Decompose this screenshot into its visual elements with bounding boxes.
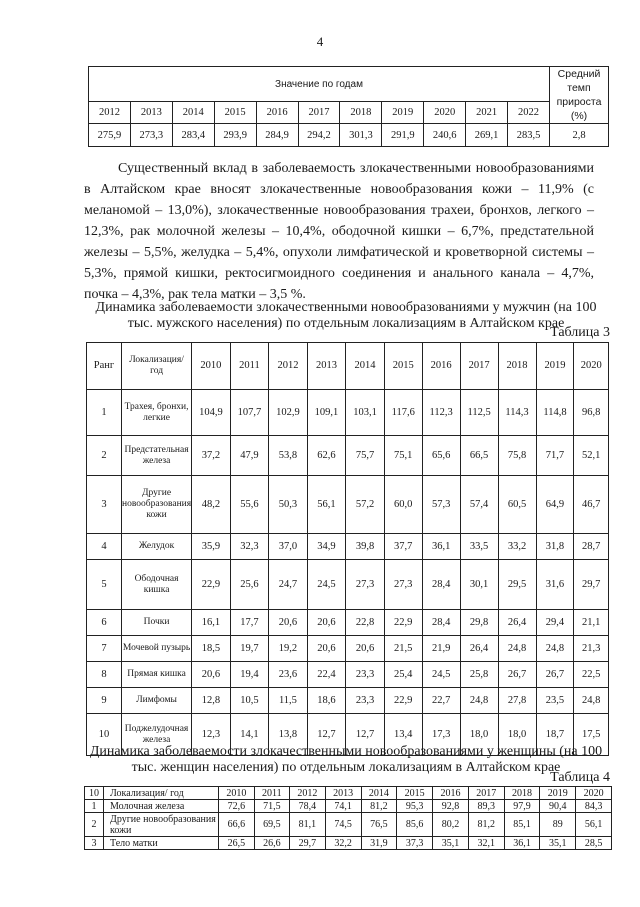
value-cell: 35,1 — [433, 837, 469, 850]
year-cell: 2015 — [214, 102, 256, 124]
value-cell: 23,3 — [346, 688, 385, 714]
value-cell: 24,8 — [536, 636, 574, 662]
year-cell: 2016 — [256, 102, 298, 124]
value-cell: 114,3 — [498, 390, 536, 436]
year-header: 2012 — [269, 343, 308, 390]
rank-cell: 3 — [85, 837, 104, 850]
value-cell: 32,3 — [230, 534, 269, 560]
value-cell: 26,5 — [219, 837, 255, 850]
value-cell: 17,3 — [422, 714, 460, 756]
value-cell: 20,6 — [269, 610, 308, 636]
value-cell: 74,5 — [325, 813, 361, 837]
value-cell: 11,5 — [269, 688, 308, 714]
value-cell: 27,8 — [498, 688, 536, 714]
value-cell: 24,8 — [460, 688, 498, 714]
value-cell: 90,4 — [540, 800, 576, 813]
value-cell: 36,1 — [422, 534, 460, 560]
year-cell: 2013 — [130, 102, 172, 124]
value-cell: 24,8 — [574, 688, 609, 714]
table-header-row — [87, 343, 609, 390]
value-cell: 34,9 — [307, 534, 346, 560]
value-cell: 269,1 — [466, 124, 508, 147]
value-cell: 301,3 — [340, 124, 382, 147]
value-cell: 12,8 — [192, 688, 231, 714]
value-cell: 75,1 — [384, 436, 422, 476]
value-cell: 20,6 — [192, 662, 231, 688]
value-cell: 26,4 — [498, 610, 536, 636]
rank-header: Ранг — [87, 343, 122, 390]
rank-cell: 6 — [87, 610, 122, 636]
value-cell: 29,8 — [460, 610, 498, 636]
value-cell: 81,2 — [361, 800, 397, 813]
value-cell: 84,3 — [576, 800, 612, 813]
year-header: 2011 — [230, 343, 269, 390]
year-header: 2016 — [433, 787, 469, 800]
year-header: 2013 — [307, 343, 346, 390]
value-cell: 23,3 — [346, 662, 385, 688]
value-cell: 52,1 — [574, 436, 609, 476]
year-cell: 2017 — [298, 102, 340, 124]
value-cell: 57,3 — [422, 476, 460, 534]
value-cell: 104,9 — [192, 390, 231, 436]
value-cell: 10,5 — [230, 688, 269, 714]
value-cell: 33,2 — [498, 534, 536, 560]
value-cell: 46,7 — [574, 476, 609, 534]
value-cell: 57,2 — [346, 476, 385, 534]
value-cell: 29,4 — [536, 610, 574, 636]
value-cell: 19,7 — [230, 636, 269, 662]
value-cell: 22,9 — [384, 610, 422, 636]
header-group: Значение по годам — [89, 67, 550, 102]
value-cell: 21,9 — [422, 636, 460, 662]
loc-header: Локализация/ год — [122, 343, 192, 390]
year-header: 2014 — [346, 343, 385, 390]
value-cell: 75,7 — [346, 436, 385, 476]
localization-cell: Поджелудочная железа — [122, 714, 192, 756]
year-header: 2014 — [361, 787, 397, 800]
year-header: 2011 — [254, 787, 289, 800]
value-cell: 71,7 — [536, 436, 574, 476]
value-cell: 80,2 — [433, 813, 469, 837]
value-cell: 18,7 — [536, 714, 574, 756]
value-cell: 103,1 — [346, 390, 385, 436]
value-cell: 18,0 — [498, 714, 536, 756]
rank-cell: 7 — [87, 636, 122, 662]
rank-cell: 8 — [87, 662, 122, 688]
table-row — [87, 390, 609, 436]
value-cell: 291,9 — [382, 124, 424, 147]
value-cell: 14,1 — [230, 714, 269, 756]
table-row — [87, 436, 609, 476]
value-cell: 13,4 — [384, 714, 422, 756]
year-cell: 2018 — [340, 102, 382, 124]
value-cell: 17,5 — [574, 714, 609, 756]
year-header: 2017 — [460, 343, 498, 390]
localization-cell: Молочная железа — [104, 800, 219, 813]
value-cell: 17,7 — [230, 610, 269, 636]
years-row — [89, 102, 609, 124]
year-cell: 2020 — [424, 102, 466, 124]
year-cell: 2014 — [172, 102, 214, 124]
rank-cell: 2 — [85, 813, 104, 837]
value-cell: 31,9 — [361, 837, 397, 850]
growth-table — [88, 66, 609, 147]
rank-cell: 2 — [87, 436, 122, 476]
value-cell: 22,9 — [384, 688, 422, 714]
table4-label: Таблица 4 — [550, 770, 610, 785]
value-cell: 12,3 — [192, 714, 231, 756]
localization-cell: Прямая кишка — [122, 662, 192, 688]
table3-label: Таблица 3 — [550, 325, 610, 340]
value-cell: 22,5 — [574, 662, 609, 688]
year-cell: 2012 — [89, 102, 131, 124]
value-cell: 18,0 — [460, 714, 498, 756]
value-cell: 25,4 — [384, 662, 422, 688]
value-cell: 32,2 — [325, 837, 361, 850]
table-row — [85, 837, 612, 850]
value-cell: 22,4 — [307, 662, 346, 688]
value-cell: 283,4 — [172, 124, 214, 147]
value-cell: 284,9 — [256, 124, 298, 147]
value-cell: 66,5 — [460, 436, 498, 476]
value-cell: 37,0 — [269, 534, 308, 560]
value-cell: 48,2 — [192, 476, 231, 534]
value-cell: 81,1 — [289, 813, 325, 837]
value-cell: 37,2 — [192, 436, 231, 476]
year-header: 2012 — [289, 787, 325, 800]
value-cell: 28,4 — [422, 610, 460, 636]
value-cell: 23,6 — [269, 662, 308, 688]
value-cell: 26,4 — [460, 636, 498, 662]
value-cell: 240,6 — [424, 124, 466, 147]
year-header: 2013 — [325, 787, 361, 800]
table-row — [85, 800, 612, 813]
localization-cell: Желудок — [122, 534, 192, 560]
value-cell: 294,2 — [298, 124, 340, 147]
value-cell: 60,0 — [384, 476, 422, 534]
rank-cell: 1 — [87, 390, 122, 436]
localization-cell: Мочевой пузырь — [122, 636, 192, 662]
value-cell: 20,6 — [307, 610, 346, 636]
localization-cell: Лимфомы — [122, 688, 192, 714]
year-header: 2018 — [504, 787, 540, 800]
value-cell: 37,7 — [384, 534, 422, 560]
rank-header: 10 — [85, 787, 104, 800]
value-cell: 273,3 — [130, 124, 172, 147]
men-incidence-table — [86, 342, 609, 756]
value-cell: 30,1 — [460, 560, 498, 610]
value-cell: 28,5 — [576, 837, 612, 850]
value-cell: 95,3 — [397, 800, 433, 813]
values-row — [89, 124, 609, 147]
year-cell: 2019 — [382, 102, 424, 124]
value-cell: 22,7 — [422, 688, 460, 714]
value-cell: 18,5 — [192, 636, 231, 662]
value-cell: 283,5 — [508, 124, 550, 147]
value-cell: 62,6 — [307, 436, 346, 476]
value-cell: 53,8 — [269, 436, 308, 476]
value-cell: 21,3 — [574, 636, 609, 662]
year-header: 2016 — [422, 343, 460, 390]
localization-cell: Трахея, бронхи, легкие — [122, 390, 192, 436]
value-cell: 89 — [540, 813, 576, 837]
value-cell: 72,6 — [219, 800, 255, 813]
value-cell: 112,3 — [422, 390, 460, 436]
value-cell: 56,1 — [307, 476, 346, 534]
table4-caption: Динамика заболеваемости злокачественными новообразованиями у женщины (на 100 тыс. женщин населения) по отдельным локализациям в Алтайском крае — [89, 744, 603, 775]
value-cell: 12,7 — [307, 714, 346, 756]
value-cell: 27,3 — [346, 560, 385, 610]
value-cell: 12,7 — [346, 714, 385, 756]
value-cell: 293,9 — [214, 124, 256, 147]
value-cell: 36,1 — [504, 837, 540, 850]
year-header: 2019 — [540, 787, 576, 800]
table-row — [87, 476, 609, 534]
localization-cell: Тело матки — [104, 837, 219, 850]
value-cell: 20,6 — [346, 636, 385, 662]
value-cell: 24,8 — [498, 636, 536, 662]
value-cell: 25,6 — [230, 560, 269, 610]
value-cell: 29,7 — [574, 560, 609, 610]
table-row — [87, 534, 609, 560]
localization-cell: Почки — [122, 610, 192, 636]
value-cell: 31,8 — [536, 534, 574, 560]
value-cell: 39,8 — [346, 534, 385, 560]
value-cell: 35,1 — [540, 837, 576, 850]
value-cell: 37,3 — [397, 837, 433, 850]
value-cell: 57,4 — [460, 476, 498, 534]
value-cell: 35,9 — [192, 534, 231, 560]
value-cell: 26,6 — [254, 837, 289, 850]
rank-cell: 9 — [87, 688, 122, 714]
value-cell: 85,6 — [397, 813, 433, 837]
value-cell: 13,8 — [269, 714, 308, 756]
value-cell: 21,1 — [574, 610, 609, 636]
value-cell: 109,1 — [307, 390, 346, 436]
loc-header: Локализация/ год — [104, 787, 219, 800]
value-cell: 19,4 — [230, 662, 269, 688]
value-cell: 16,1 — [192, 610, 231, 636]
value-cell: 60,5 — [498, 476, 536, 534]
value-cell: 114,8 — [536, 390, 574, 436]
year-cell: 2022 — [508, 102, 550, 124]
table3-caption: Динамика заболеваемости злокачественными новообразованиями у мужчин (на 100 тыс. мужского населения) по отдельным локализациям в Алтайском крае — [95, 300, 597, 331]
year-header: 2020 — [574, 343, 609, 390]
value-cell: 24,5 — [422, 662, 460, 688]
rank-cell: 4 — [87, 534, 122, 560]
table-row — [87, 662, 609, 688]
value-cell: 18,6 — [307, 688, 346, 714]
value-cell: 89,3 — [468, 800, 504, 813]
value-cell: 23,5 — [536, 688, 574, 714]
value-cell: 96,8 — [574, 390, 609, 436]
page-number: 4 — [316, 34, 324, 49]
year-header: 2020 — [576, 787, 612, 800]
women-incidence-table — [84, 786, 612, 850]
year-header: 2015 — [384, 343, 422, 390]
value-cell: 29,7 — [289, 837, 325, 850]
value-cell: 24,7 — [269, 560, 308, 610]
value-cell: 65,6 — [422, 436, 460, 476]
value-cell: 32,1 — [468, 837, 504, 850]
value-cell: 69,5 — [254, 813, 289, 837]
value-cell: 64,9 — [536, 476, 574, 534]
localization-cell: Другие новообразования кожи — [104, 813, 219, 837]
value-cell: 22,9 — [192, 560, 231, 610]
year-header: 2015 — [397, 787, 433, 800]
value-cell: 31,6 — [536, 560, 574, 610]
year-header: 2010 — [219, 787, 255, 800]
rank-cell: 1 — [85, 800, 104, 813]
value-cell: 78,4 — [289, 800, 325, 813]
value-cell: 97,9 — [504, 800, 540, 813]
year-cell: 2021 — [466, 102, 508, 124]
value-cell: 81,2 — [468, 813, 504, 837]
avg-growth-header: Средний темп прироста (%) — [550, 67, 609, 124]
localization-cell: Ободочная кишка — [122, 560, 192, 610]
rank-cell: 10 — [87, 714, 122, 756]
rank-cell: 3 — [87, 476, 122, 534]
value-cell: 22,8 — [346, 610, 385, 636]
avg-growth-value: 2,8 — [550, 124, 609, 147]
localization-cell: Предстательная железа — [122, 436, 192, 476]
value-cell: 33,5 — [460, 534, 498, 560]
value-cell: 76,5 — [361, 813, 397, 837]
value-cell: 29,5 — [498, 560, 536, 610]
year-header: 2010 — [192, 343, 231, 390]
value-cell: 102,9 — [269, 390, 308, 436]
year-header: 2018 — [498, 343, 536, 390]
value-cell: 27,3 — [384, 560, 422, 610]
value-cell: 26,7 — [536, 662, 574, 688]
value-cell: 56,1 — [576, 813, 612, 837]
value-cell: 47,9 — [230, 436, 269, 476]
value-cell: 112,5 — [460, 390, 498, 436]
value-cell: 66,6 — [219, 813, 255, 837]
value-cell: 19,2 — [269, 636, 308, 662]
table-row — [87, 560, 609, 610]
rank-cell: 5 — [87, 560, 122, 610]
value-cell: 50,3 — [269, 476, 308, 534]
value-cell: 107,7 — [230, 390, 269, 436]
body-paragraph: Существенный вклад в заболеваемость злокачественными новообразованиями в Алтайском крае вносят злокачественные новообразования кожи – 11,9% (с меланомой – 13,0%), злокачественные новообразования трахеи, бронхов, легкого – 12,3%, рак молочной железы – 10,4%, ободочной кишки – 6,7%, предстательной железы – 5,5%, желудка – 5,4%, опухоли лимфатической и кроветворной системы – 5,3%, прямой кишки, ректосигмоидного соединения и анального канала – 4,7%, почка – 4,3%, рак тела матки – 3,5 %. — [84, 161, 594, 302]
year-header: 2019 — [536, 343, 574, 390]
table-row — [87, 688, 609, 714]
value-cell: 92,8 — [433, 800, 469, 813]
localization-cell: Другие новообразования кожи — [122, 476, 192, 534]
table-row — [85, 813, 612, 837]
value-cell: 25,8 — [460, 662, 498, 688]
value-cell: 275,9 — [89, 124, 131, 147]
value-cell: 117,6 — [384, 390, 422, 436]
value-cell: 55,6 — [230, 476, 269, 534]
table-row — [87, 610, 609, 636]
value-cell: 21,5 — [384, 636, 422, 662]
value-cell: 28,7 — [574, 534, 609, 560]
value-cell: 71,5 — [254, 800, 289, 813]
table-row — [87, 636, 609, 662]
value-cell: 85,1 — [504, 813, 540, 837]
value-cell: 75,8 — [498, 436, 536, 476]
value-cell: 24,5 — [307, 560, 346, 610]
value-cell: 20,6 — [307, 636, 346, 662]
year-header: 2017 — [468, 787, 504, 800]
value-cell: 74,1 — [325, 800, 361, 813]
table-header-row — [85, 787, 612, 800]
value-cell: 26,7 — [498, 662, 536, 688]
value-cell: 28,4 — [422, 560, 460, 610]
